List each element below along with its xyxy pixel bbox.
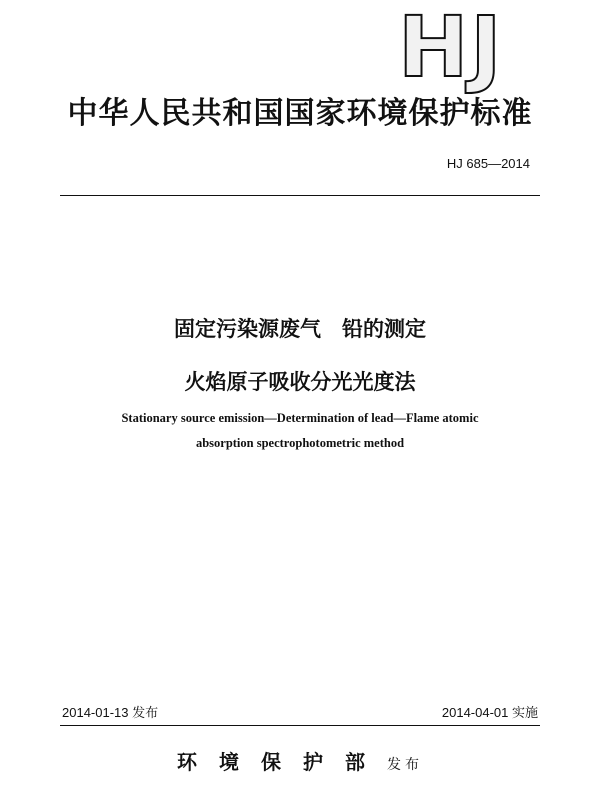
- hj-logo: HJ: [398, 0, 504, 96]
- title-cn-line1: 固定污染源废气 铅的测定: [174, 317, 426, 341]
- footer-divider: [60, 725, 540, 726]
- issuer-line: [0, 746, 600, 775]
- authority-title: 中华人民共和国国家环境保护标准: [67, 96, 533, 131]
- issuer-name: 环境保护部: [177, 750, 387, 774]
- implement-date: 2014-04-01 实施: [441, 705, 538, 720]
- title-en-line2: absorption spectrophotometric method: [195, 436, 405, 450]
- title-cn-line2: 火焰原子吸收分光光度法: [184, 370, 416, 394]
- issuer-suffix: 发布: [387, 757, 423, 773]
- title-en-line1: Stationary source emission—Determination of lead—Flame atomic: [121, 411, 479, 425]
- standard-number: HJ 685—2014: [446, 156, 530, 171]
- header-divider: [60, 195, 540, 196]
- issue-date: 2014-01-13 发布: [62, 705, 159, 720]
